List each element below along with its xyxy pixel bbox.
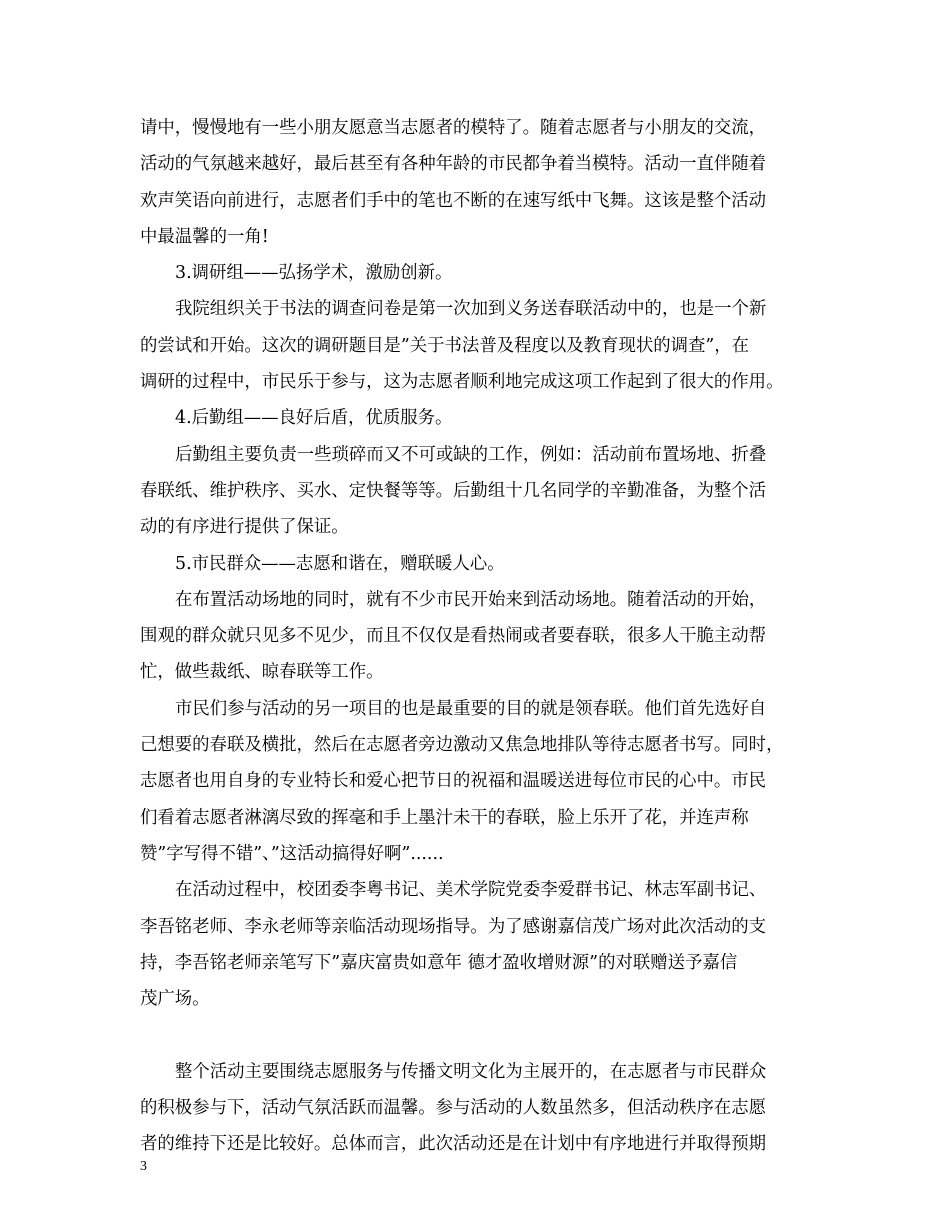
text-line: 己想要的春联及横批，然后在志愿者旁边激动又焦急地排队等待志愿者书写。同时， [140, 735, 784, 756]
section-heading: 3.调研组——弘扬学术，激励创新。 [175, 263, 453, 284]
text-line: 者的维持下还是比较好。总体而言，此次活动还是在计划中有序地进行并取得预期 [140, 1134, 767, 1155]
text-line: 围观的群众就只见多不见少，而且不仅仅是看热闹或者要春联，很多人干脆主动帮 [140, 626, 767, 647]
text-line: 中最温馨的一角! [140, 226, 269, 247]
text-line: 欢声笑语向前进行，志愿者们手中的笔也不断的在速写纸中飞舞。这该是整个活动 [140, 190, 767, 211]
text-line: 我院组织关于书法的调查问卷是第一次加到义务送春联活动中的，也是一个新 [175, 299, 767, 320]
text-line: 活动的气氛越来越好，最后甚至有各种年龄的市民都争着当模特。活动一直伴随着 [140, 154, 767, 175]
text-line: 动的有序进行提供了保证。 [140, 517, 349, 538]
text-line: 赞”字写得不错”、”这活动搞得好啊”...... [140, 843, 444, 864]
text-line: 李吾铭老师、李永老师等亲临活动现场指导。为了感谢嘉信茂广场对此次活动的支 [140, 916, 767, 937]
text-line: 调研的过程中，市民乐于参与，这为志愿者顺利地完成这项工作起到了很大的作用。 [140, 372, 784, 393]
section-heading: 4.后勤组——良好后盾，优质服务。 [175, 408, 453, 429]
text-line: 后勤组主要负责一些琐碎而又不可或缺的工作，例如：活动前布置场地、折叠 [175, 444, 767, 465]
page-number: 3 [140, 1159, 147, 1174]
text-line: 忙，做些裁纸、晾春联等工作。 [140, 662, 384, 683]
text-line: 在活动过程中，校团委李粤书记、美术学院党委李爱群书记、林志军副书记、 [175, 880, 767, 901]
text-line: 的尝试和开始。这次的调研题目是”关于书法普及程度以及教育现状的调查”，在 [140, 335, 750, 356]
text-line: 市民们参与活动的另一项目的也是最重要的目的就是领春联。他们首先选好自 [175, 698, 767, 719]
text-line: 茂广场。 [140, 989, 210, 1010]
blank-line [140, 1017, 815, 1053]
text-line: 持，李吾铭老师亲笔写下”嘉庆富贵如意年 德才盈收增财源”的对联赠送予嘉信 [140, 952, 738, 973]
text-line: 春联纸、维护秩序、买水、定快餐等等。后勤组十几名同学的辛勤准备，为整个活 [140, 480, 767, 501]
text-line: 的积极参与下，活动气氛活跃而温馨。参与活动的人数虽然多，但活动秩序在志愿 [140, 1098, 767, 1119]
text-line: 整个活动主要围绕志愿服务与传播文明文化为主展开的，在志愿者与市民群众 [175, 1061, 767, 1082]
text-line: 请中，慢慢地有一些小朋友愿意当志愿者的模特了。随着志愿者与小朋友的交流， [140, 118, 767, 138]
section-heading: 5.市民群众——志愿和谐在，赠联暖人心。 [175, 553, 505, 574]
document-body [140, 110, 815, 1163]
text-line: 在布置活动场地的同时，就有不少市民开始来到活动场地。随着活动的开始， [175, 589, 767, 610]
text-line: 志愿者也用自身的专业特长和爱心把节日的祝福和温暖送进每位市民的心中。市民 [140, 771, 767, 792]
text-line: 们看着志愿者淋漓尽致的挥毫和手上墨汁未干的春联，脸上乐开了花，并连声称 [140, 807, 749, 828]
